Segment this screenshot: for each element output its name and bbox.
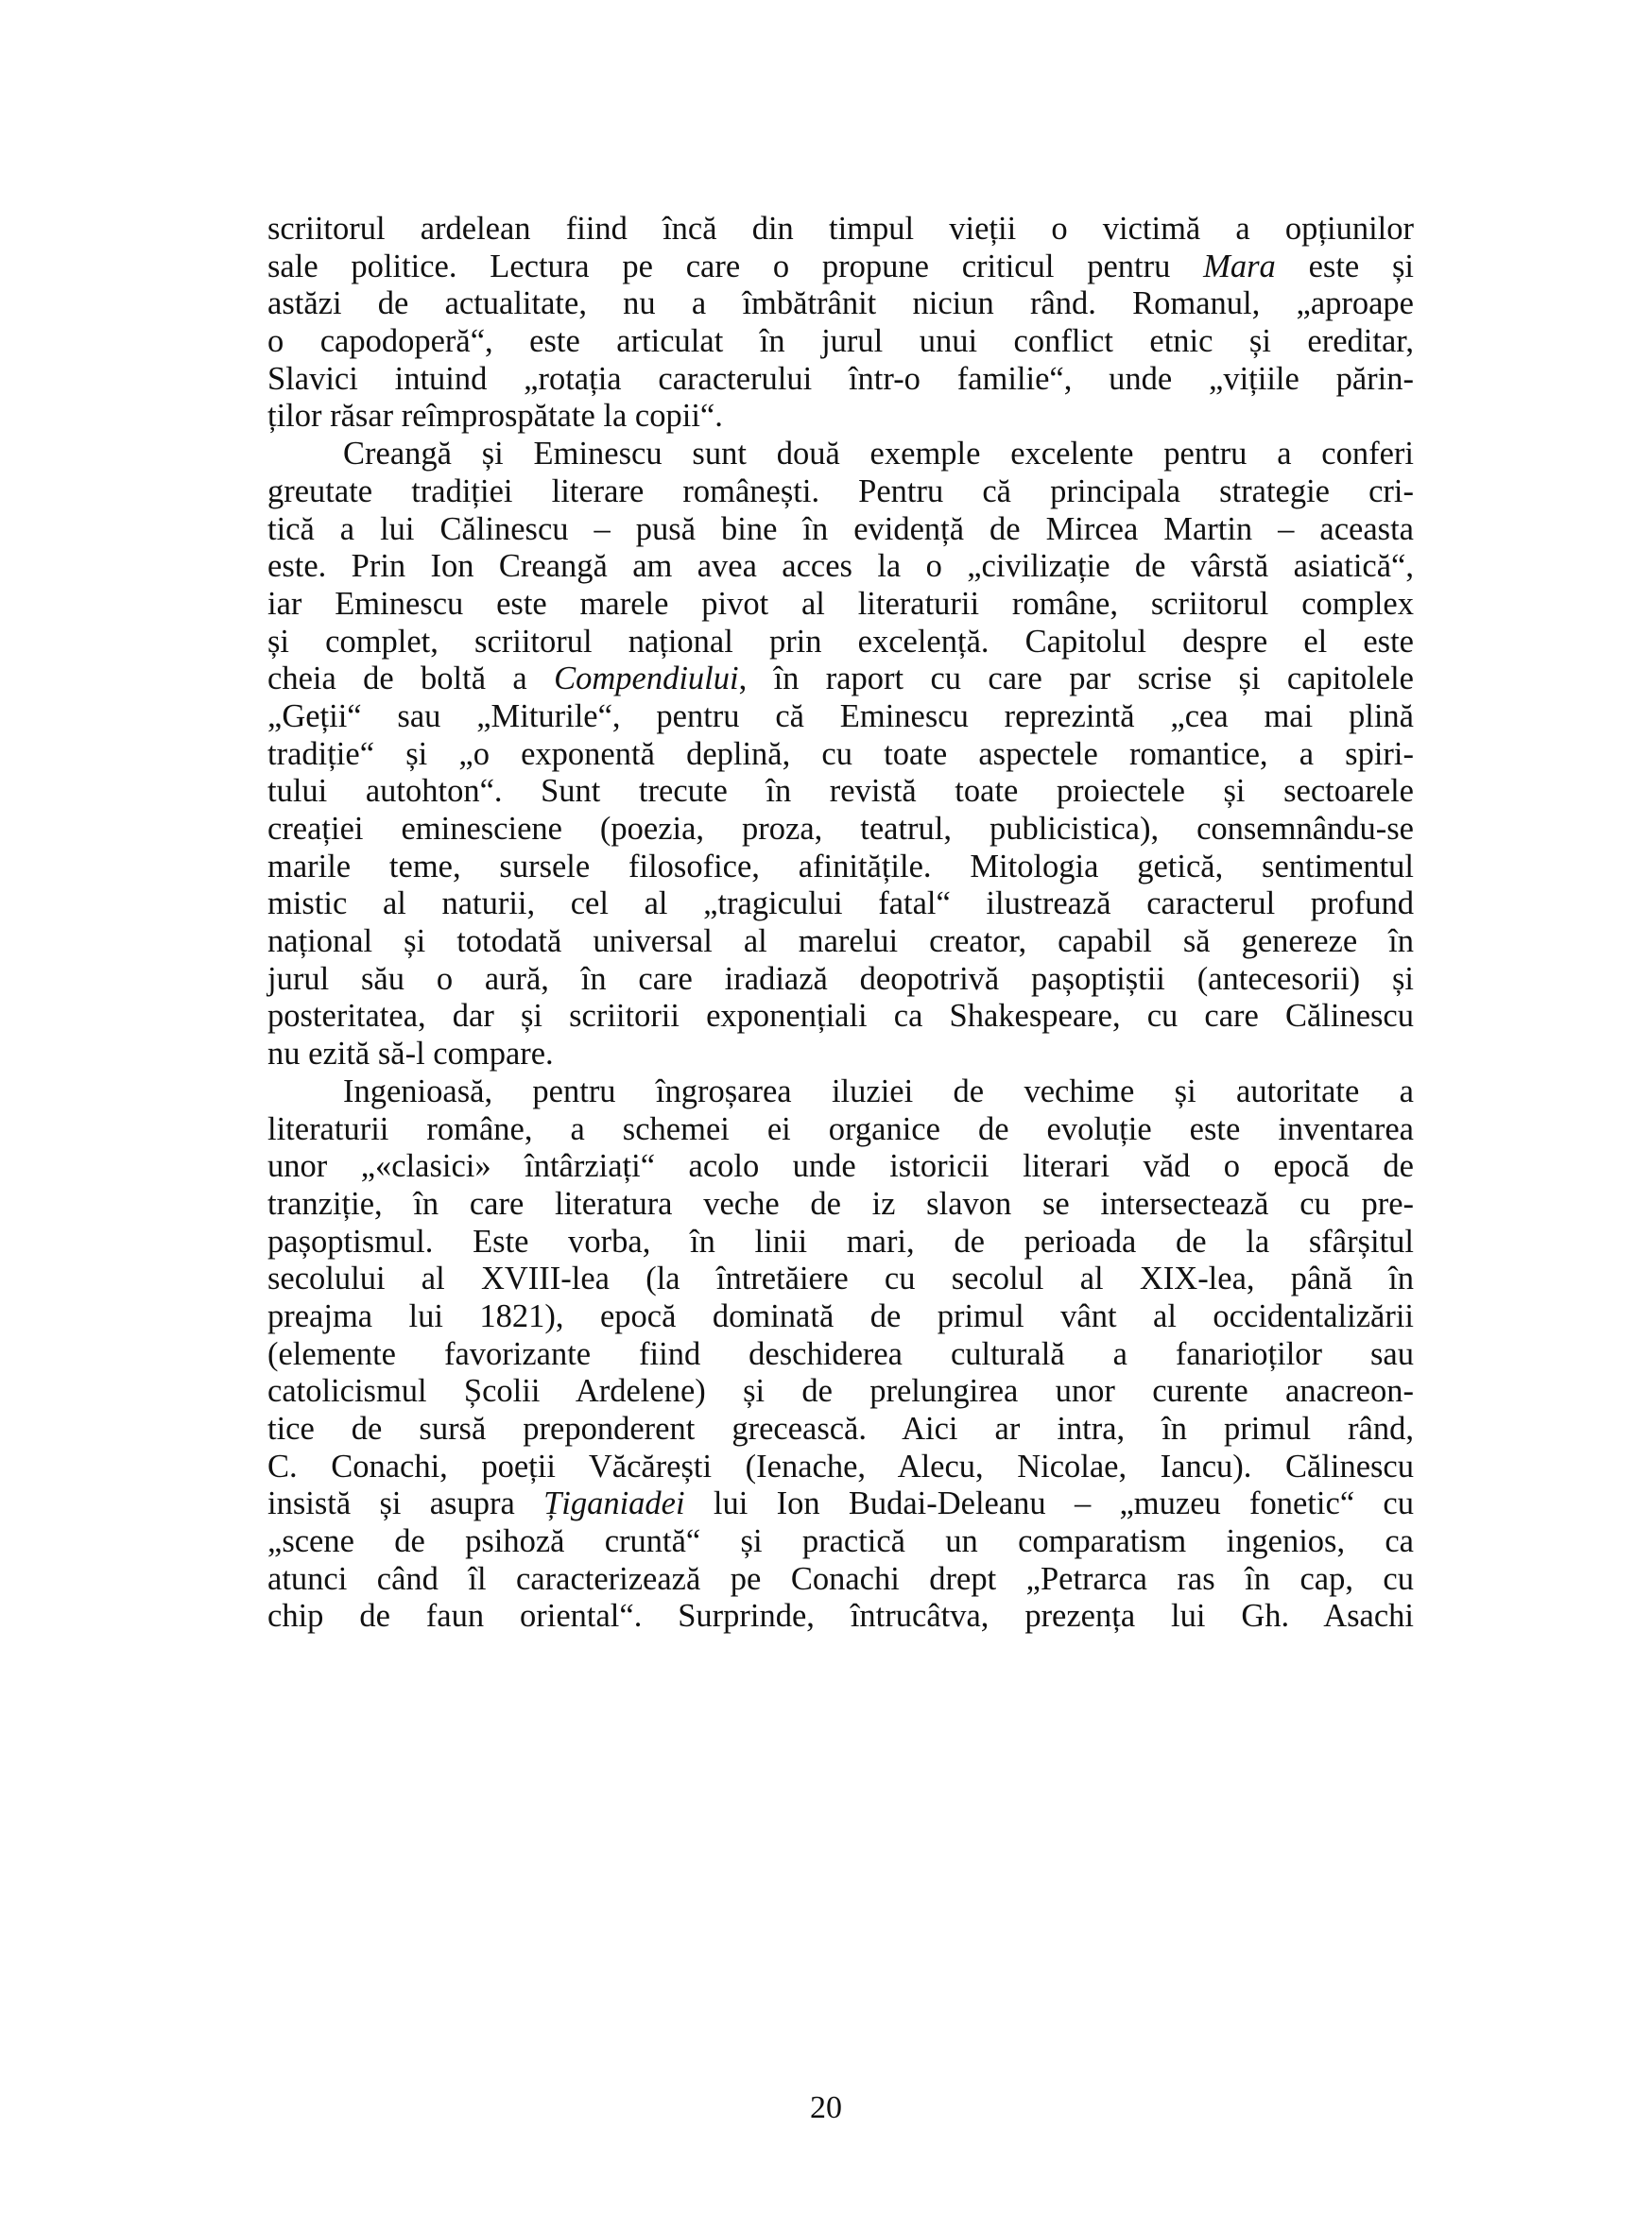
text-line bbox=[267, 885, 1414, 923]
text-line bbox=[267, 436, 1414, 473]
text-line bbox=[267, 285, 1414, 323]
text-run: „Geții“ sau „Miturile“, pentru că Eminescu reprezintă „cea mai plină bbox=[267, 697, 1414, 734]
text-run: este și bbox=[1275, 248, 1415, 284]
text-line bbox=[267, 323, 1414, 361]
text-line bbox=[267, 1411, 1414, 1449]
text-line bbox=[267, 548, 1414, 586]
text-run: tradiție“ și „o exponentă deplină, cu toate aspectele romantice, a spiri- bbox=[267, 735, 1414, 772]
text-line bbox=[267, 1485, 1414, 1523]
text-line bbox=[267, 1598, 1414, 1636]
text-run: nu ezită să-l compare. bbox=[267, 1036, 554, 1073]
text-line bbox=[267, 624, 1414, 661]
text-run: scriitorul ardelean fiind încă din timpul vieții o victimă a opțiunilor bbox=[267, 211, 1414, 247]
text-run: pașoptismul. Este vorba, în linii mari, de perioada de la sfârșitul bbox=[267, 1223, 1414, 1260]
text-line bbox=[267, 1224, 1414, 1262]
text-line bbox=[267, 1036, 1414, 1073]
text-line bbox=[267, 1523, 1414, 1561]
text-run: chip de faun oriental“. Surprinde, întrucâtva, prezența lui Gh. Asachi bbox=[267, 1598, 1414, 1635]
text-line bbox=[267, 1261, 1414, 1298]
text-run: Slavici intuind „rotația caracterului într-o familie“, unde „vițiile părin- bbox=[267, 360, 1414, 397]
text-line bbox=[267, 361, 1414, 399]
text-line bbox=[267, 398, 1414, 436]
text-run: (elemente favorizante fiind deschiderea culturală a fanarioților sau bbox=[267, 1335, 1414, 1372]
text-run: lui Ion Budai-Deleanu – „muzeu fonetic“ cu bbox=[684, 1485, 1414, 1522]
text-run: jurul său o aură, în care iradiază deopotrivă pașoptiștii (antecesorii) și bbox=[267, 960, 1414, 997]
text-run: Ingenioasă, pentru îngroșarea iluziei de vechime și autoritate a bbox=[343, 1073, 1414, 1109]
text-run: o capodoperă“, este articulat în jurul unui conflict etnic și ereditar, bbox=[267, 323, 1414, 360]
text-run: Creangă și Eminescu sunt două exemple excelente pentru a conferi bbox=[343, 436, 1414, 472]
text-line bbox=[267, 1336, 1414, 1374]
text-run: tului autohton“. Sunt trecute în revistă toate proiectele și sectoarele bbox=[267, 773, 1414, 810]
text-line bbox=[267, 811, 1414, 849]
italic-title: Mara bbox=[1203, 248, 1276, 284]
text-line bbox=[267, 773, 1414, 811]
text-line bbox=[267, 961, 1414, 999]
text-line bbox=[267, 511, 1414, 549]
text-line bbox=[267, 1561, 1414, 1599]
text-run: ților răsar reîmprospătate la copii“. bbox=[267, 398, 723, 435]
text-run: preajma lui 1821), epocă dominată de primul vânt al occidentalizării bbox=[267, 1297, 1414, 1334]
text-run: astăzi de actualitate, nu a îmbătrânit niciun rând. Romanul, „aproape bbox=[267, 285, 1414, 322]
body-text bbox=[267, 211, 1414, 1636]
text-run: insistă și asupra bbox=[267, 1485, 544, 1522]
text-run: și complet, scriitorul național prin excelență. Capitolul despre el este bbox=[267, 623, 1414, 660]
text-run: tranziție, în care literatura veche de iz slavon se intersectează cu pre- bbox=[267, 1185, 1414, 1222]
paragraph bbox=[267, 1073, 1414, 1636]
text-run: marile teme, sursele filosofice, afinitățile. Mitologia getică, sentimentul bbox=[267, 848, 1414, 884]
text-run: catolicismul Școlii Ardelene) și de prelungirea unor curente anacreon- bbox=[267, 1373, 1414, 1410]
text-line bbox=[267, 586, 1414, 624]
paragraph bbox=[267, 211, 1414, 436]
italic-title: Țiganiadei bbox=[543, 1485, 685, 1522]
text-run: „scene de psihoză cruntă“ și practică un comparatism ingenios, ca bbox=[267, 1523, 1414, 1560]
text-run: posteritatea, dar și scriitorii exponențiali ca Shakespeare, cu care Călinescu bbox=[267, 998, 1414, 1035]
text-line bbox=[267, 998, 1414, 1036]
italic-title: Compendiului bbox=[554, 661, 739, 697]
text-line bbox=[267, 923, 1414, 961]
text-line bbox=[267, 1449, 1414, 1486]
text-run: secolului al XVIII-lea (la întretăiere cu secolul al XIX-lea, până în bbox=[267, 1261, 1414, 1297]
text-line bbox=[267, 1298, 1414, 1336]
text-line bbox=[267, 736, 1414, 774]
text-run: greutate tradiției literare românești. Pentru că principala strategie cri- bbox=[267, 472, 1414, 509]
text-run: tice de sursă preponderent grecească. Aici ar intra, în primul rând, bbox=[267, 1411, 1414, 1447]
text-line bbox=[267, 249, 1414, 286]
text-run: literaturii române, a schemei ei organice de evoluție este inventarea bbox=[267, 1110, 1414, 1147]
text-line bbox=[267, 211, 1414, 249]
text-run: C. Conachi, poeții Văcărești (Ienache, Alecu, Nicolae, Iancu). Călinescu bbox=[267, 1448, 1414, 1485]
text-run: este. Prin Ion Creangă am avea acces la o „civilizație de vârstă asiatică“, bbox=[267, 548, 1414, 585]
text-line bbox=[267, 1073, 1414, 1111]
text-run: unor „«clasici» întârziați“ acolo unde istoricii literari văd o epocă de bbox=[267, 1148, 1414, 1185]
text-run: creației eminesciene (poezia, proza, teatrul, publicistica), consemnându-se bbox=[267, 811, 1414, 847]
text-run: național și totodată universal al marelui creator, capabil să genereze în bbox=[267, 923, 1414, 960]
text-line bbox=[267, 661, 1414, 698]
text-line bbox=[267, 698, 1414, 736]
text-line bbox=[267, 473, 1414, 511]
text-line bbox=[267, 849, 1414, 886]
text-line bbox=[267, 1186, 1414, 1224]
text-line bbox=[267, 1111, 1414, 1149]
page-number: 20 bbox=[810, 2090, 842, 2125]
paragraph bbox=[267, 436, 1414, 1073]
text-run: iar Eminescu este marele pivot al literaturii române, scriitorul complex bbox=[267, 585, 1414, 622]
text-line bbox=[267, 1373, 1414, 1411]
text-run: atunci când îl caracterizează pe Conachi drept „Petrarca ras în cap, cu bbox=[267, 1560, 1414, 1597]
text-run: sale politice. Lectura pe care o propune criticul pentru bbox=[267, 248, 1204, 284]
text-line bbox=[267, 1148, 1414, 1186]
text-run: mistic al naturii, cel al „tragicului fatal“ ilustrează caracterul profund bbox=[267, 885, 1414, 922]
text-run: tică a lui Călinescu – pusă bine în evidență de Mircea Martin – aceasta bbox=[267, 510, 1414, 547]
text-run: cheia de boltă a bbox=[267, 661, 555, 697]
text-run: , în raport cu care par scrise și capitolele bbox=[738, 661, 1414, 697]
